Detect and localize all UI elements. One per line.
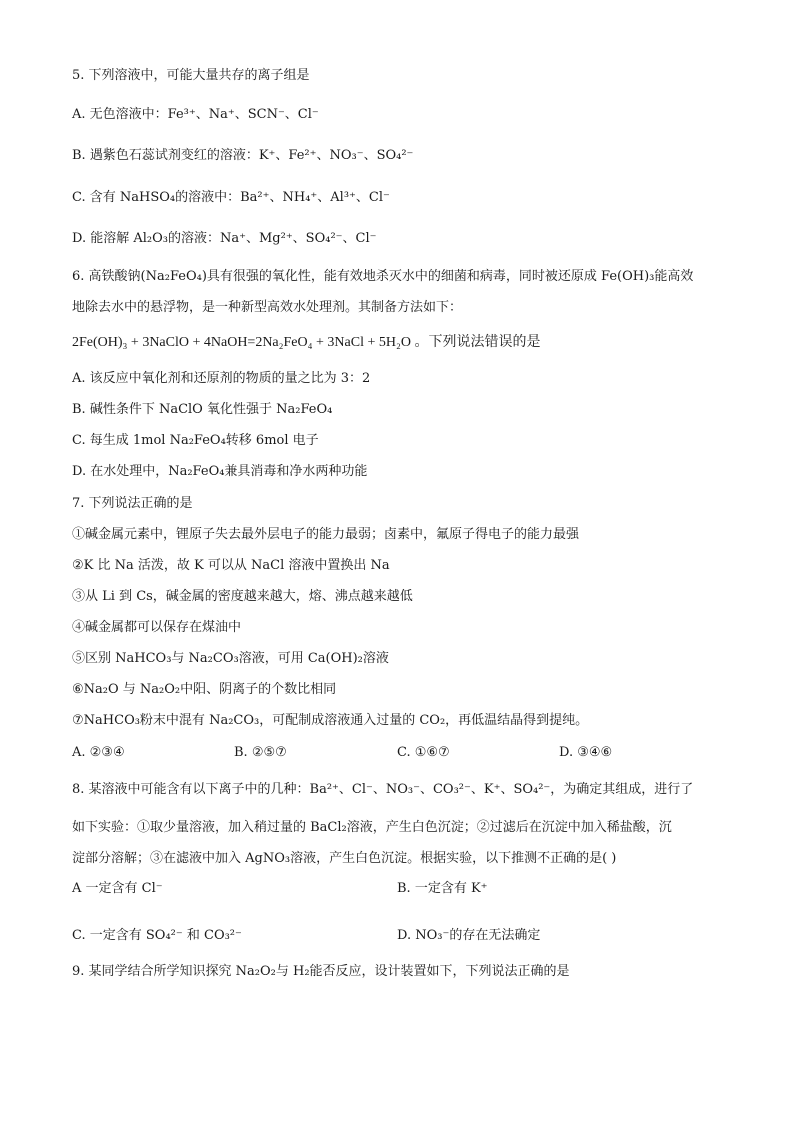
q8-option-a: A 一定含有 Cl⁻ [72, 881, 163, 896]
q5-option-b: B. 遇紫色石蕊试剂变红的溶液：K⁺、Fe²⁺、NO₃⁻、SO₄²⁻ [72, 148, 414, 163]
q7-option-d: D. ③④⑥ [559, 745, 613, 760]
q7-item: ⑤区别 NaHCO₃与 Na₂CO₃溶液，可用 Ca(OH)₂溶液 [72, 651, 389, 666]
q5-option-c: C. 含有 NaHSO₄的溶液中：Ba²⁺、NH₄⁺、Al³⁺、Cl⁻ [72, 190, 390, 205]
q6-equation: 2Fe(OH)₃ + 3NaClO + 4NaOH=2Na₂FeO₄ + 3NaCl + 5H₂O 。下列说法错误的是 [72, 335, 541, 350]
q8-stem-line1: 8. 某溶液中可能含有以下离子中的几种：Ba²⁺、Cl⁻、NO₃⁻、CO₃²⁻、K⁺、SO₄²⁻，为确定其组成，进行了 [72, 782, 694, 797]
q7-item: ②K 比 Na 活泼，故 K 可以从 NaCl 溶液中置换出 Na [72, 558, 390, 573]
q7-option-b: B. ②⑤⑦ [234, 745, 287, 760]
q6-stem-line2: 地除去水中的悬浮物，是一种新型高效水处理剂。其制备方法如下： [72, 300, 463, 315]
q6-option-b: B. 碱性条件下 NaClO 氧化性强于 Na₂FeO₄ [72, 402, 333, 417]
q6-option-d: D. 在水处理中，Na₂FeO₄兼具消毒和净水两种功能 [72, 464, 368, 479]
q7-item: ④碱金属都可以保存在煤油中 [72, 620, 242, 635]
q7-item: ③从 Li 到 Cs，碱金属的密度越来越大，熔、沸点越来越低 [72, 589, 413, 604]
q8-option-c: C. 一定含有 SO₄²⁻ 和 CO₃²⁻ [72, 928, 242, 943]
q5-option-d: D. 能溶解 Al₂O₃的溶液：Na⁺、Mg²⁺、SO₄²⁻、Cl⁻ [72, 231, 377, 246]
q6-option-c: C. 每生成 1mol Na₂FeO₄转移 6mol 电子 [72, 433, 319, 448]
q9-stem: 9. 某同学结合所学知识探究 Na₂O₂与 H₂能否反应，设计装置如下，下列说法正确的是 [72, 964, 570, 979]
q7-option-c: C. ①⑥⑦ [397, 745, 450, 760]
q5-option-a: A. 无色溶液中：Fe³⁺、Na⁺、SCN⁻、Cl⁻ [72, 107, 319, 122]
q8-stem-line2: 如下实验：①取少量溶液，加入稍过量的 BaCl₂溶液，产生白色沉淀；②过滤后在沉淀中加入稀盐酸，沉 [72, 820, 672, 835]
q7-stem: 7. 下列说法正确的是 [72, 496, 193, 511]
q5-stem: 5. 下列溶液中，可能大量共存的离子组是 [72, 68, 310, 83]
q8-option-d: D. NO₃⁻的存在无法确定 [397, 928, 541, 943]
q8-option-b: B. 一定含有 K⁺ [397, 881, 488, 896]
q7-option-a: A. ②③④ [72, 745, 125, 760]
q7-item: ①碱金属元素中，锂原子失去最外层电子的能力最弱；卤素中，氟原子得电子的能力最强 [72, 527, 580, 542]
q8-stem-line3: 淀部分溶解；③在滤液中加入 AgNO₃溶液，产生白色沉淀。根据实验，以下推测不正确的是( ) [72, 851, 617, 866]
q7-item: ⑦NaHCO₃粉末中混有 Na₂CO₃，可配制成溶液通入过量的 CO₂，再低温结晶得到提纯。 [72, 713, 589, 728]
q6-stem-line1: 6. 高铁酸钠(Na₂FeO₄)具有很强的氧化性，能有效地杀灭水中的细菌和病毒，同时被还原成 Fe(OH)₃能高效 [72, 269, 694, 284]
q6-option-a: A. 该反应中氧化剂和还原剂的物质的量之比为 3：2 [72, 371, 371, 386]
q7-item: ⑥Na₂O 与 Na₂O₂中阳、阴离子的个数比相同 [72, 682, 337, 697]
